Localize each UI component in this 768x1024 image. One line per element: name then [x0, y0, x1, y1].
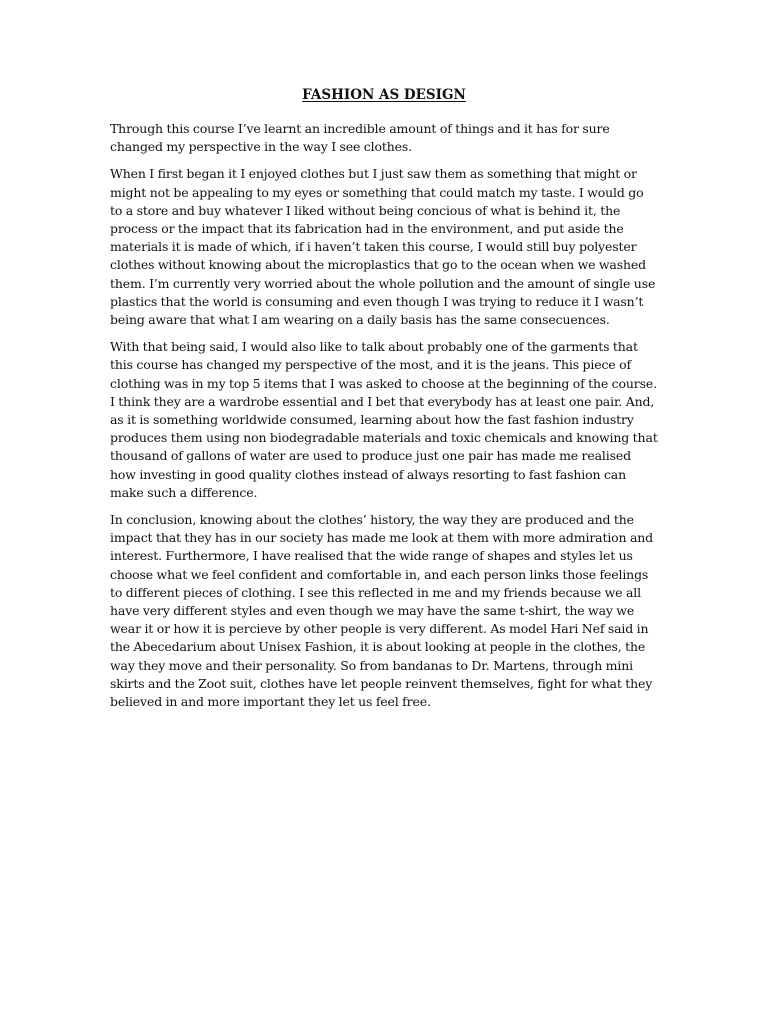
- paragraph-first-impressions: When I first began it I enjoyed clothes but I just saw them as something that might or might not be appealing to my eyes or something that could match my taste. I would go to a store and buy whatever I liked without being concious of what is behind it, the process or the impact that its fabrication had in the environment, and put aside the materials it is made of which, if i haven’t taken this course, I would still buy polyester clothes without knowing about the microplastics that go to the ocean when we washed them. I’m currently very worried about the whole pollution and the amount of single use plastics that the world is consuming and even though I was trying to reduce it I wasn’t being aware that what I am wearing on a daily basis has the same consecuences.: [110, 166, 656, 328]
- document-body: [110, 86, 658, 720]
- paragraph-conclusion: In conclusion, knowing about the clothes’ history, the way they are produced and the impact that they has in our society has made me look at them with more admiration and interest. Furthermore, I have realised that the wide range of shapes and styles let us choose what we feel confident and comfortable in, and each person links those feelings to different pieces of clothing. I see this reflected in me and my friends because we all have very different styles and even though we may have the same t-shirt, the way we wear it or how it is percieve by other people is very different. As model Hari Nef said in the Abecedarium about Unisex Fashion, it is about looking at people in the clothes, the way they move and their personality. So from bandanas to Dr. Martens, through mini skirts and the Zoot suit, clothes have let people reinvent themselves, fight for what they believed in and more important they let us feel free.: [110, 512, 654, 710]
- paragraph-jeans: With that being said, I would also like to talk about probably one of the garments that this course has changed my perspective of the most, and it is the jeans. This piece of clothing was in my top 5 items that I was asked to choose at the beginning of the course. I think they are a wardrobe essential and I bet that everybody has at least one pair. And, as it is something worldwide consumed, learning about how the fast fashion industry produces them using non biodegradable materials and toxic chemicals and knowing that thousand of gallons of water are used to produce just one pair has made me realised how investing in good quality clothes instead of always resorting to fast fashion can make such a difference.: [110, 339, 658, 500]
- document-title: FASHION AS DESIGN: [302, 87, 466, 103]
- paragraph-intro: Through this course I’ve learnt an incredible amount of things and it has for sure changed my perspective in the way I see clothes.: [110, 121, 610, 155]
